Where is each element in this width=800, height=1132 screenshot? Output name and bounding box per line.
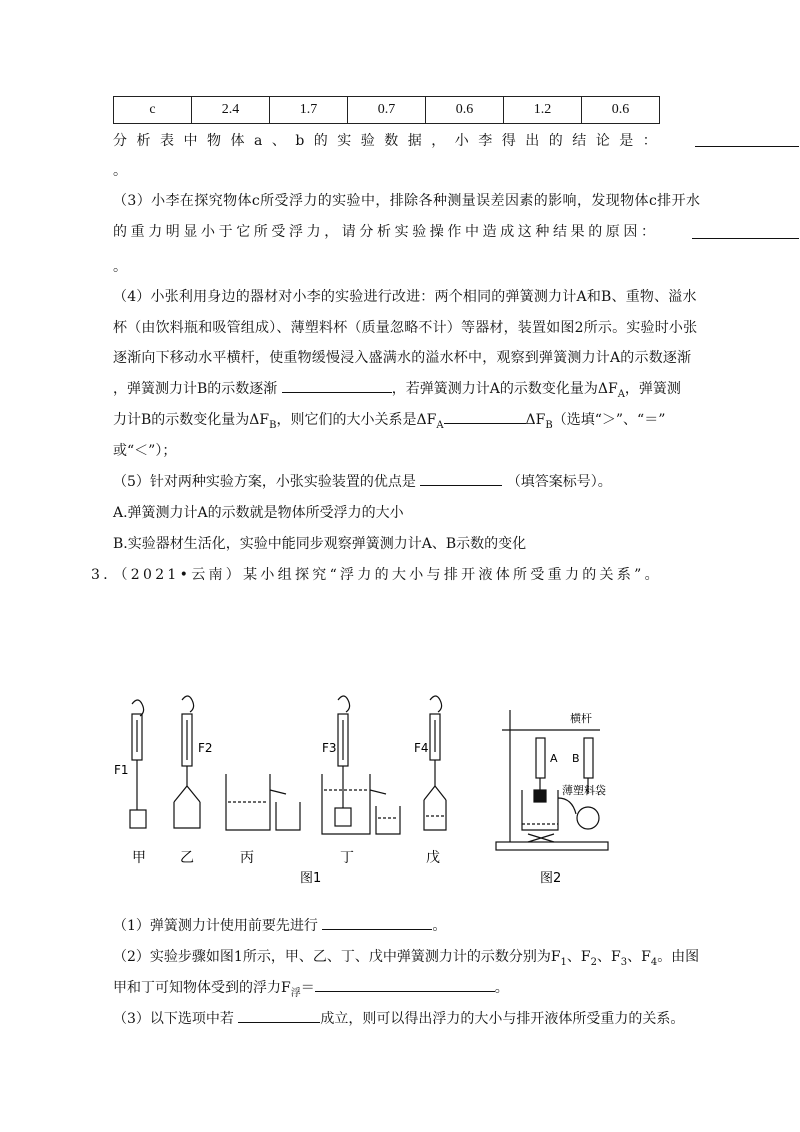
answer-blank[interactable] [238,1008,320,1023]
experiment-figure [110,690,630,890]
spring-scale-yi [174,696,200,828]
question-4-line3: 逐渐向下移动水平横杆，使重物缓慢浸入盛满水的溢水杯中，观察到弹簧测力计A的示数逐渐 [113,350,692,366]
meter-a-label: A [550,752,558,765]
table-cell: 0.7 [348,97,426,124]
force-label-f1: F1 [114,763,129,777]
question-5: （5）针对两种实验方案，小张实验装置的优点是 （填答案标号）。 [113,471,612,491]
meter-b-label: B [572,752,580,765]
table-cell: 2.4 [192,97,270,124]
crossbar-label: 横杆 [570,712,592,725]
option-a: A.弹簧测力计A的示数就是物体所受浮力的大小 [113,505,404,521]
table-cell: 0.6 [582,97,660,124]
step-label-yi: 乙 [180,850,194,866]
step-label-ding: 丁 [340,850,354,866]
answer-blank[interactable] [692,224,799,239]
force-label-f3: F3 [322,741,337,755]
period: 。 [113,259,127,275]
spring-scale-jia [130,700,146,828]
table-cell: c [114,97,192,124]
period: 。 [113,163,127,179]
answer-blank[interactable] [420,471,502,486]
step-label-wu: 戊 [426,850,440,866]
table-cell: 1.2 [504,97,582,124]
answer-blank[interactable] [282,378,392,393]
table-cell: 0.6 [426,97,504,124]
sub-question-3: （3）以下选项中若 成立，则可以得出浮力的大小与排开液体所受重力的关系。 [113,1008,684,1028]
force-label-f4: F4 [414,741,429,755]
question-4-line4: ，弹簧测力计B的示数逐渐 ，若弹簧测力计A的示数变化量为$\Delta F_A$，弹簧测 [113,378,681,400]
force-label-f2: F2 [198,741,213,755]
apparatus-figure2 [496,710,608,850]
table-row [114,97,660,124]
sub-question-2: （2）实验步骤如图1所示，甲、乙、丁、戊中弹簧测力计的示数分别为$F_1$、$F_2$、$F_3$、$F_4$。由图 [113,949,700,968]
figure-1-caption: 图1 [300,871,322,886]
option-b: B.实验器材生活化，实验中能同步观察弹簧测力计A、B示数的变化 [113,536,527,552]
figure-2-caption: 图2 [540,871,562,886]
question-4-line6: 或“＜”）； [113,443,177,459]
conclusion-question: 分析表中物体a、b的实验数据，小李得出的结论是： [113,133,667,149]
question-3-line1: （3）小李在探究物体c所受浮力的实验中，排除各种测量误差因素的影响，发现物体c排开水 [113,193,701,209]
question-4-line5: 力计B的示数变化量为$\Delta F_B$，则它们的大小关系是$\Delta F_A$ $\Delta F_B$（选填“＞”、“＝” [113,409,665,431]
overflow-cup-bing [226,774,300,830]
plastic-bag-label: 薄塑料袋 [562,784,606,797]
step-label-jia: 甲 [132,850,146,866]
data-table [113,96,660,124]
answer-blank[interactable] [695,132,799,147]
spring-scale-ding [322,696,400,834]
table-cell: 1.7 [270,97,348,124]
answer-blank[interactable] [315,977,495,992]
step-label-bing: 丙 [240,850,254,866]
answer-blank[interactable] [322,915,432,930]
sub-question-1: （1）弹簧测力计使用前要先进行 。 [113,915,446,935]
sub-question-2-line2: 甲和丁可知物体受到的浮力$F_浮=$ 。 [113,977,509,999]
spring-scale-wu [424,696,446,830]
question-4-line2: 杯（由饮料瓶和吸管组成）、薄塑料杯（质量忽略不计）等器材，装置如图2所示。实验时小张 [113,320,698,336]
problem-3-title: 3．（2021•云南）某小组探究“浮力的大小与排开液体所受重力的关系”。 [91,567,662,583]
question-3-line2: 的重力明显小于它所受浮力，请分析实验操作中造成这种结果的原因： [113,224,659,240]
answer-blank[interactable] [444,409,526,424]
question-4-line1: （4）小张利用身边的器材对小李的实验进行改进：两个相同的弹簧测力计A和B、重物、溢水 [113,289,697,305]
